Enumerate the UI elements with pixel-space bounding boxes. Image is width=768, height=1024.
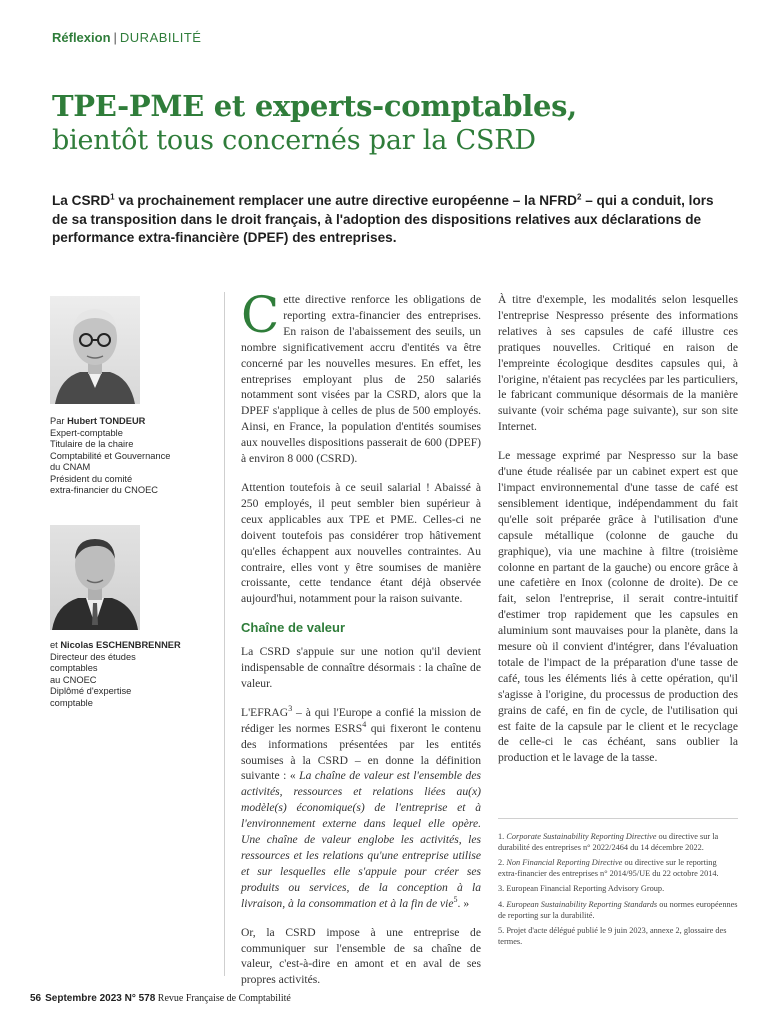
author-detail: comptable bbox=[50, 697, 93, 708]
column-divider bbox=[224, 292, 225, 976]
lead-text-2: va prochainement remplacer une autre directive européenne – la NFRD bbox=[114, 193, 577, 208]
paragraph-nespresso-example: À titre d'exemple, les modalités selon lesquelles l'entreprise Nespresso présente des informations relatives à ses capsules de café illustre ces pratiques nouvelles. Critiqué en raison de l'empreinte écologique desdites capsules qui, à l'origine, n'étaient pas recyclées par les particuliers, le fabricant communique désormais de la manière suivante (voir schéma page suivante), sur son site Internet. bbox=[498, 293, 738, 434]
portrait-illustration bbox=[50, 296, 140, 404]
footnote-ref-1: 1 bbox=[110, 192, 115, 202]
page-number: 56 bbox=[30, 993, 42, 1004]
paragraph-threshold: Attention toutefois à ce seuil salarial ! Abaissé à 250 employés, il peut sembler bien supérieur à ceux applicables aux TPE et PME. Celles-ci ne doivent toutefois pas considérer trop hâtivement qu'elles échappent aux nouvelles contraintes. Au contraire, elles vont y être soumises de manière croissante, cette tendance étant déjà observée aujourd'hui, notamment pour la raison suivante. bbox=[241, 480, 481, 606]
author-credit-1 bbox=[50, 416, 200, 497]
author-detail: Titulaire de la chaire bbox=[50, 439, 134, 449]
footnote-ref-3: 3 bbox=[288, 703, 293, 713]
lead-text-3: – qui a conduit, lors de sa transposition dans le droit français, à l'adoption des dispositions relatives aux déclarations de performance extra-financière (DPEF) des entreprises. bbox=[52, 193, 714, 245]
title-line-1: TPE-PME et experts-comptables, bbox=[52, 89, 577, 123]
author-prefix: et bbox=[50, 640, 61, 650]
author-detail: comptables bbox=[50, 663, 98, 673]
author-credit-2 bbox=[50, 640, 200, 709]
author-name: Hubert TONDEUR bbox=[67, 416, 146, 426]
footnote-number: 3. bbox=[498, 884, 505, 894]
lead-paragraph bbox=[52, 192, 732, 248]
footnote-italic: Corporate Sustainability Reporting Directive bbox=[506, 832, 657, 841]
title-line-2: bientôt tous concernés par la CSRD bbox=[52, 125, 536, 156]
author-detail: Directeur des études bbox=[50, 651, 136, 662]
author-photo-tondeur bbox=[50, 296, 140, 404]
author-name: Nicolas ESCHENBRENNER bbox=[60, 640, 181, 650]
paragraph-efrag bbox=[241, 705, 481, 912]
section-rubric bbox=[52, 30, 201, 45]
footnote bbox=[498, 832, 738, 853]
footnote-ref-5: 5 bbox=[453, 894, 458, 904]
paragraph-text: ette directive renforce les obligations de reporting extra-financier des entreprises. En raison de l'abaissement des seuils, un nombre significativement accru d'entités va être concerné par les nouvelles mesures. En effet, les entreprises employant plus de 250 salariés notamment sont visées par la CSRD, alors que la DPEF s'applique à celles de plus de 500 employés. Ainsi, en France, la population d'entités soumises aux nouvelles dispositions passerait de 600 (DPEF) à environ 8 000 (CSRD). bbox=[241, 293, 481, 466]
author-detail: Diplômé d'expertise bbox=[50, 686, 132, 696]
paragraph-intro bbox=[241, 286, 481, 467]
footnote-text: ou directive sur le reporting extra-financier des entreprises n° 2014/95/UE du 22 octobre 2014. bbox=[498, 858, 719, 878]
footnote bbox=[498, 858, 738, 879]
footnote bbox=[498, 926, 738, 947]
paragraph-csrd-obligation: Or, la CSRD impose à une entreprise de communiquer sur l'ensemble de sa chaîne de valeur, c'est-à-dire en amont et en aval de ses propres activités. bbox=[241, 925, 481, 987]
footnote-text: European Financial Reporting Advisory Group. bbox=[506, 884, 665, 894]
footnote-number: 4. bbox=[498, 899, 505, 909]
footnote-number: 1. bbox=[498, 832, 505, 841]
footnote-text: ou directive sur la durabilité des entreprises n° 2022/2464 du 14 décembre 2022. bbox=[498, 832, 719, 852]
paragraph-text: . » bbox=[457, 896, 470, 910]
author-detail: Président du comité bbox=[50, 473, 133, 484]
body-column-2 bbox=[498, 292, 738, 779]
paragraph-nespresso-message: Le message exprimé par Nespresso sur la base d'une étude réalisée par un cabinet expert est que l'impact environnemental d'une tasse de café est sensiblement identique, indépendamment du fait qu'elle soit préparée grâce à l'utilisation d'une capsule métallique (colonne de gauche du graphique), via une machine à filtre (troisième colonne en partant de la gauche) ou encore grâce à une cafetière en Inox (colonne de droite). De ce fait, selon l'entreprise, il serait contre-intuitif d'estimer trop rapidement que les capsules en aluminium sont mauvaises pour la planète, dans la mesure où il convient d'intégrer, dans l'évaluation totale de l'impact de la préparation d'une tasse de café, tous les éléments liés à cette opération, qu'il s'agisse à l'origine, du processus de production des grains de café, en fin de cycle, de l'utilisation qui est faite de la capsule par le client et le recyclage de celle-ci le cas échéant, sans oublier la production et le lavage de la tasse. bbox=[498, 449, 738, 765]
lead-text-1: La CSRD bbox=[52, 193, 111, 208]
paragraph-text: L'EFRAG bbox=[241, 705, 289, 719]
footnote-number: 2. bbox=[498, 858, 505, 868]
footnote-text: ou normes européennes de reporting sur la durabilité. bbox=[498, 899, 738, 920]
footnote-text: Projet d'acte délégué publié le 9 juin 2023, annexe 2, glossaire des termes. bbox=[498, 926, 727, 946]
author-photo-eschenbrenner bbox=[50, 525, 140, 630]
paragraph-text: – à qui l'Europe a confié la mission de rédiger les normes ESRS bbox=[241, 705, 481, 735]
footnote bbox=[498, 884, 738, 895]
author-detail: Comptabilité et Gouvernance bbox=[50, 450, 171, 461]
author-prefix: Par bbox=[50, 416, 68, 426]
paragraph-value-chain: La CSRD s'appuie sur une notion qu'il devient indispensable de connaître désormais : la chaîne de valeur. bbox=[241, 645, 481, 690]
author-detail: extra-financier du CNOEC bbox=[50, 485, 158, 495]
portrait-illustration bbox=[50, 525, 140, 630]
footnotes-divider bbox=[498, 818, 738, 819]
author-detail: au CNOEC bbox=[50, 674, 97, 685]
section-heading: Chaîne de valeur bbox=[241, 620, 346, 636]
rubric-separator: | bbox=[113, 30, 117, 45]
rubric-section: Réflexion bbox=[52, 30, 111, 45]
author-detail: du CNAM bbox=[50, 462, 91, 472]
issue-info: Septembre 2023 N° 578 bbox=[45, 993, 156, 1004]
footnote-ref-2: 2 bbox=[576, 192, 582, 202]
footnote-italic: European Sustainability Reporting Standards bbox=[506, 899, 658, 909]
footnote-number: 5. bbox=[498, 926, 505, 936]
article-title bbox=[52, 88, 732, 158]
author-detail: Expert-comptable bbox=[50, 427, 123, 438]
journal-name: Revue Française de Comptabilité bbox=[157, 993, 291, 1004]
body-column-1 bbox=[241, 286, 481, 1001]
paragraph-text: qui fixeront le contenu des informations présentées par les entités soumises à la CSRD – en donne la définition suivante : « bbox=[241, 721, 481, 783]
page-footer bbox=[30, 993, 291, 1004]
footnote bbox=[498, 900, 738, 921]
drop-cap: C bbox=[241, 286, 280, 344]
definition-quote: La chaîne de valeur est l'ensemble des activités, ressources et relations liées au(x) modèle(s) économique(s) de l'entreprise et à l'environnement externe dans lequel elle opère. Une chaîne de valeur englobe les activités, les ressources et les relations qu'une entreprise utilise et sur lesquelles elle s'appuie pour créer ses produits ou services, de la conception à la livraison, à la consommation et à la fin de vie bbox=[241, 769, 481, 910]
footnote-italic: Non Financial Reporting Directive bbox=[506, 858, 623, 868]
footnotes bbox=[498, 832, 738, 952]
rubric-category: DURABILITÉ bbox=[119, 30, 202, 45]
footnote-ref-4: 4 bbox=[362, 719, 367, 729]
